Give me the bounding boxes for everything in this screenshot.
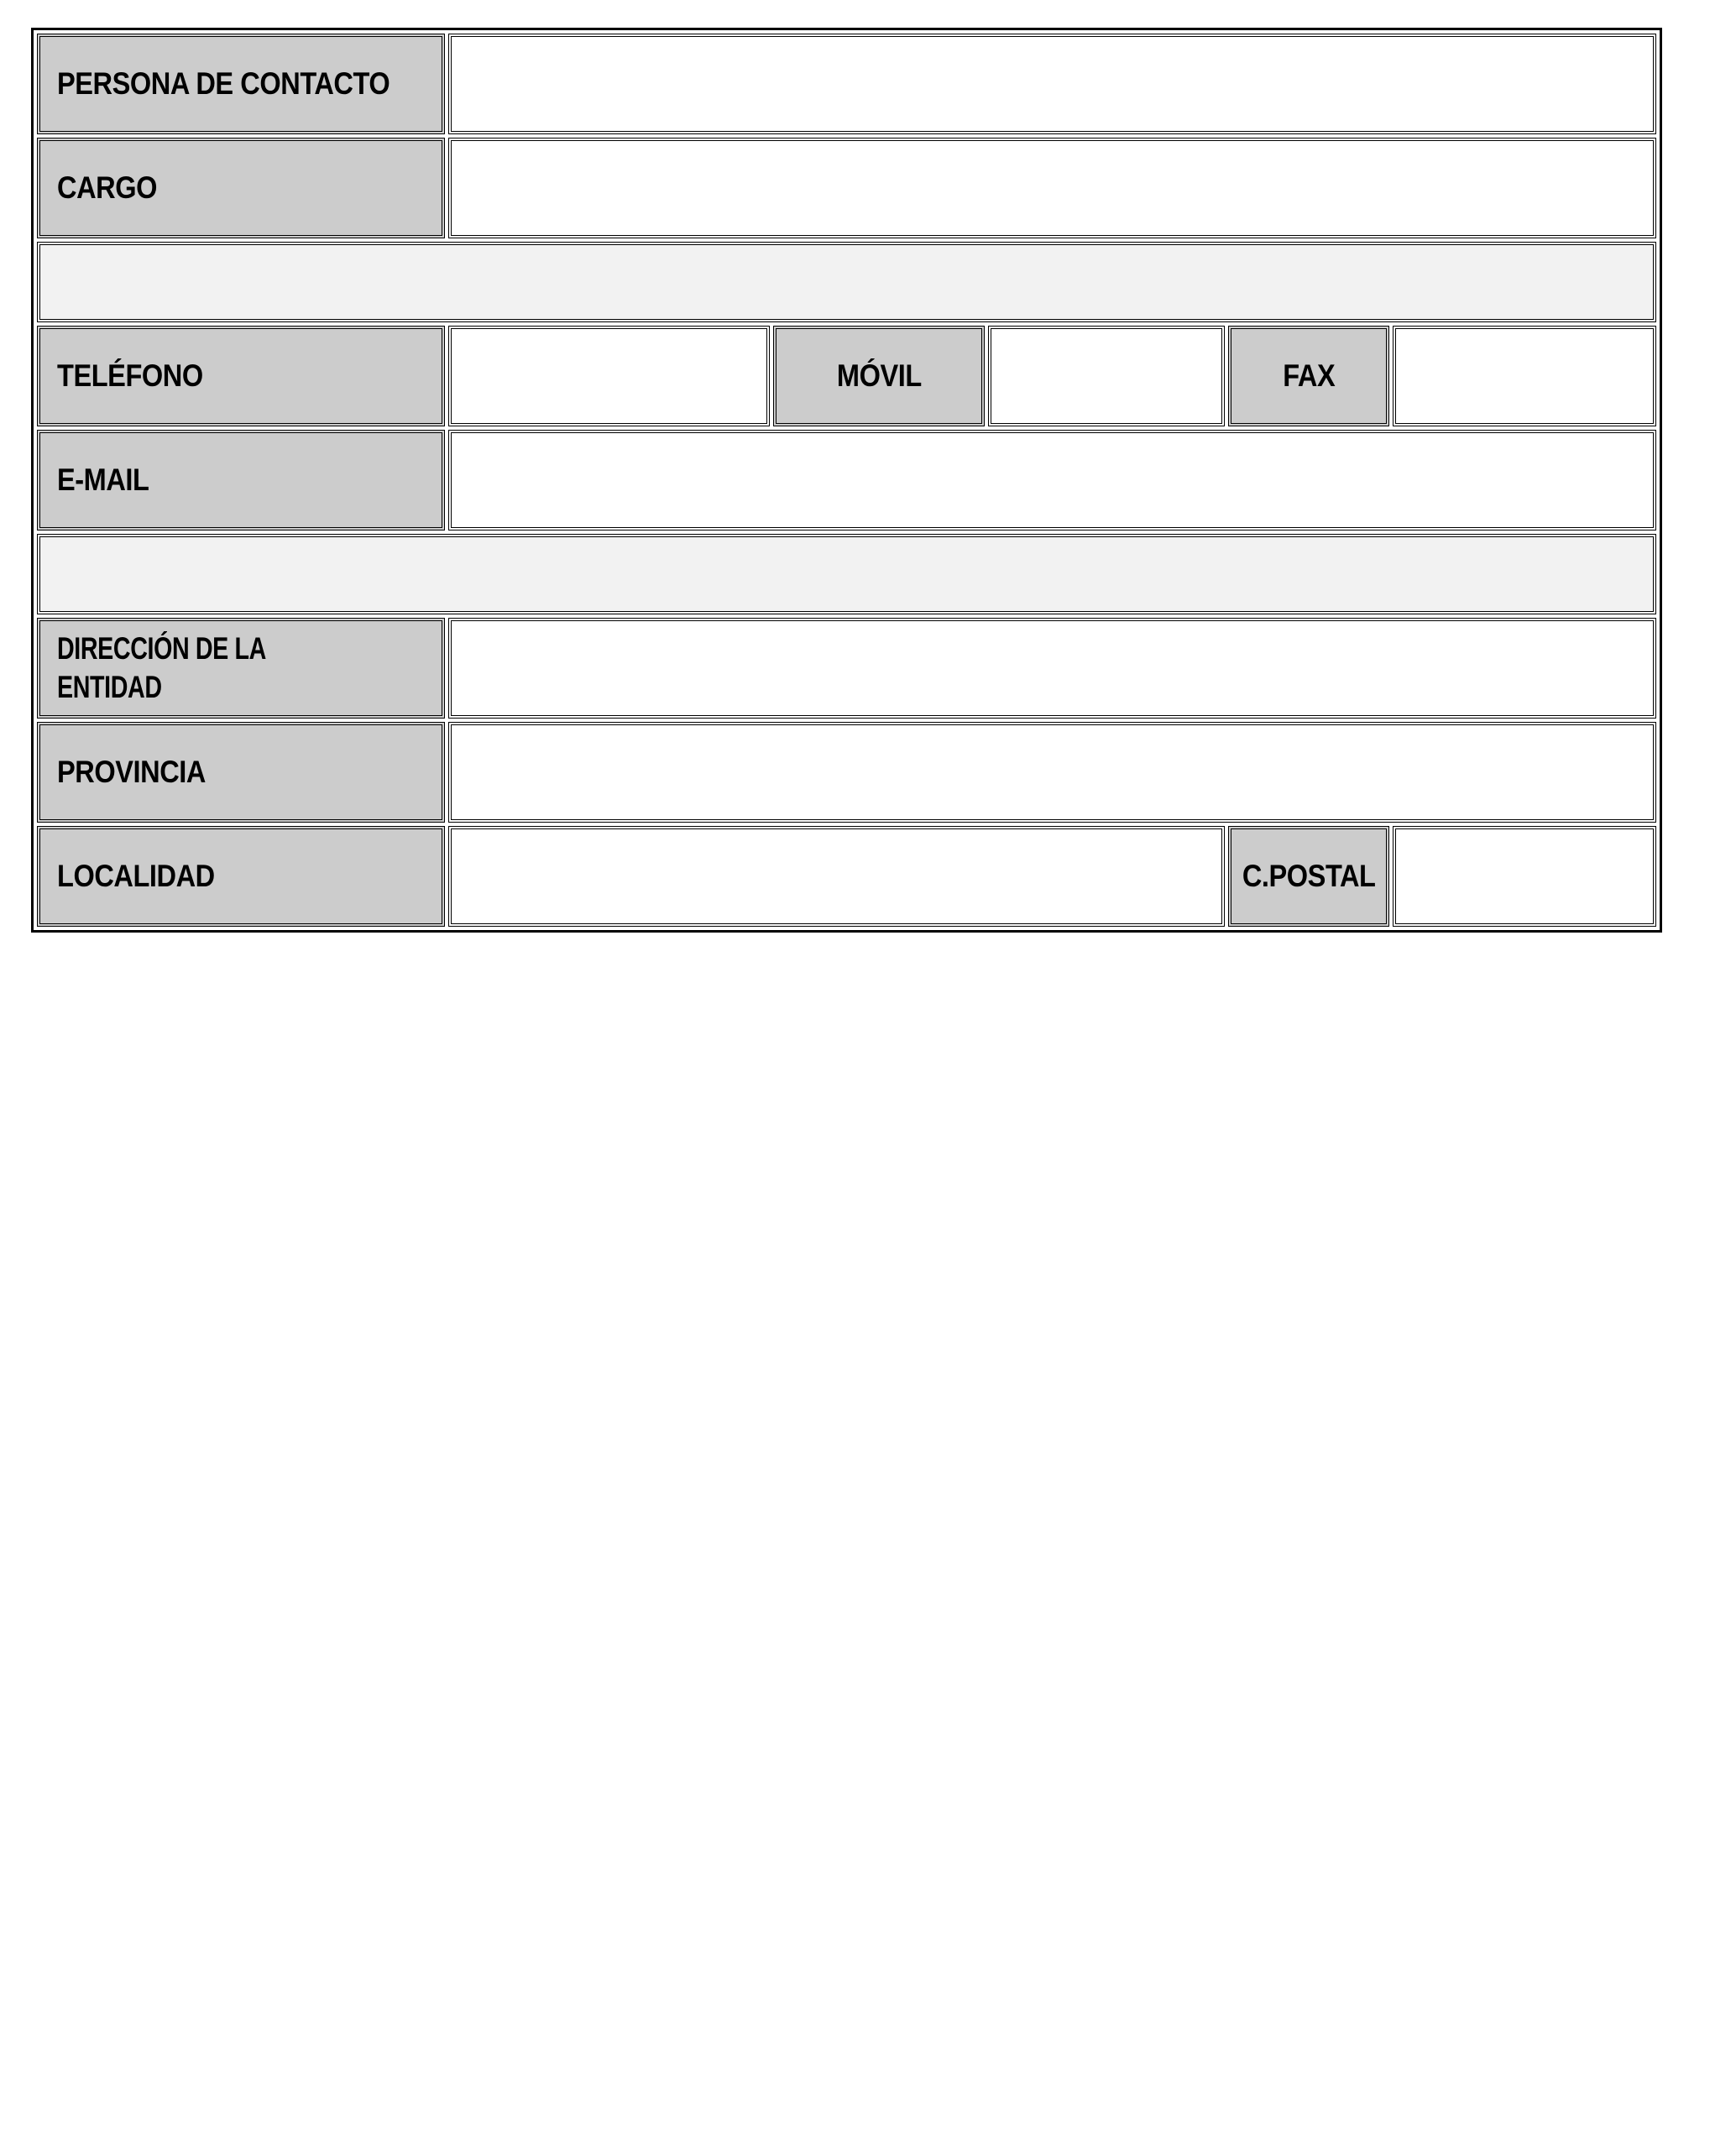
locality-field[interactable] (448, 826, 1225, 927)
address-label-line2: ENTIDAD (57, 670, 162, 704)
row-address (37, 618, 1656, 719)
fax-field[interactable] (1393, 326, 1656, 426)
postal-code-label: C.POSTAL (1228, 826, 1389, 927)
row-locality (37, 826, 1656, 927)
position-label: CARGO (37, 138, 445, 238)
province-label: PROVINCIA (37, 722, 445, 823)
row-province (37, 722, 1656, 823)
locality-label: LOCALIDAD (37, 826, 445, 927)
row-position (37, 138, 1656, 238)
contact-person-field[interactable] (448, 34, 1656, 134)
email-label: E-MAIL (37, 430, 445, 530)
row-contact-person (37, 34, 1656, 134)
phone-field[interactable] (448, 326, 770, 426)
contact-form-table (31, 28, 1662, 933)
contact-person-label: PERSONA DE CONTACTO (37, 34, 445, 134)
row-email (37, 430, 1656, 530)
email-field[interactable] (448, 430, 1656, 530)
address-field[interactable] (448, 618, 1656, 719)
spacer-cell (37, 534, 1656, 614)
position-field[interactable] (448, 138, 1656, 238)
address-label (37, 618, 445, 719)
province-field[interactable] (448, 722, 1656, 823)
mobile-field[interactable] (988, 326, 1225, 426)
mobile-label: MÓVIL (773, 326, 985, 426)
postal-code-field[interactable] (1393, 826, 1656, 927)
row-spacer-2 (37, 534, 1656, 614)
address-label-line1: DIRECCIÓN DE LA (57, 631, 266, 666)
spacer-cell (37, 242, 1656, 322)
row-phones (37, 326, 1656, 426)
fax-label: FAX (1228, 326, 1389, 426)
row-spacer-1 (37, 242, 1656, 322)
phone-label: TELÉFONO (37, 326, 445, 426)
